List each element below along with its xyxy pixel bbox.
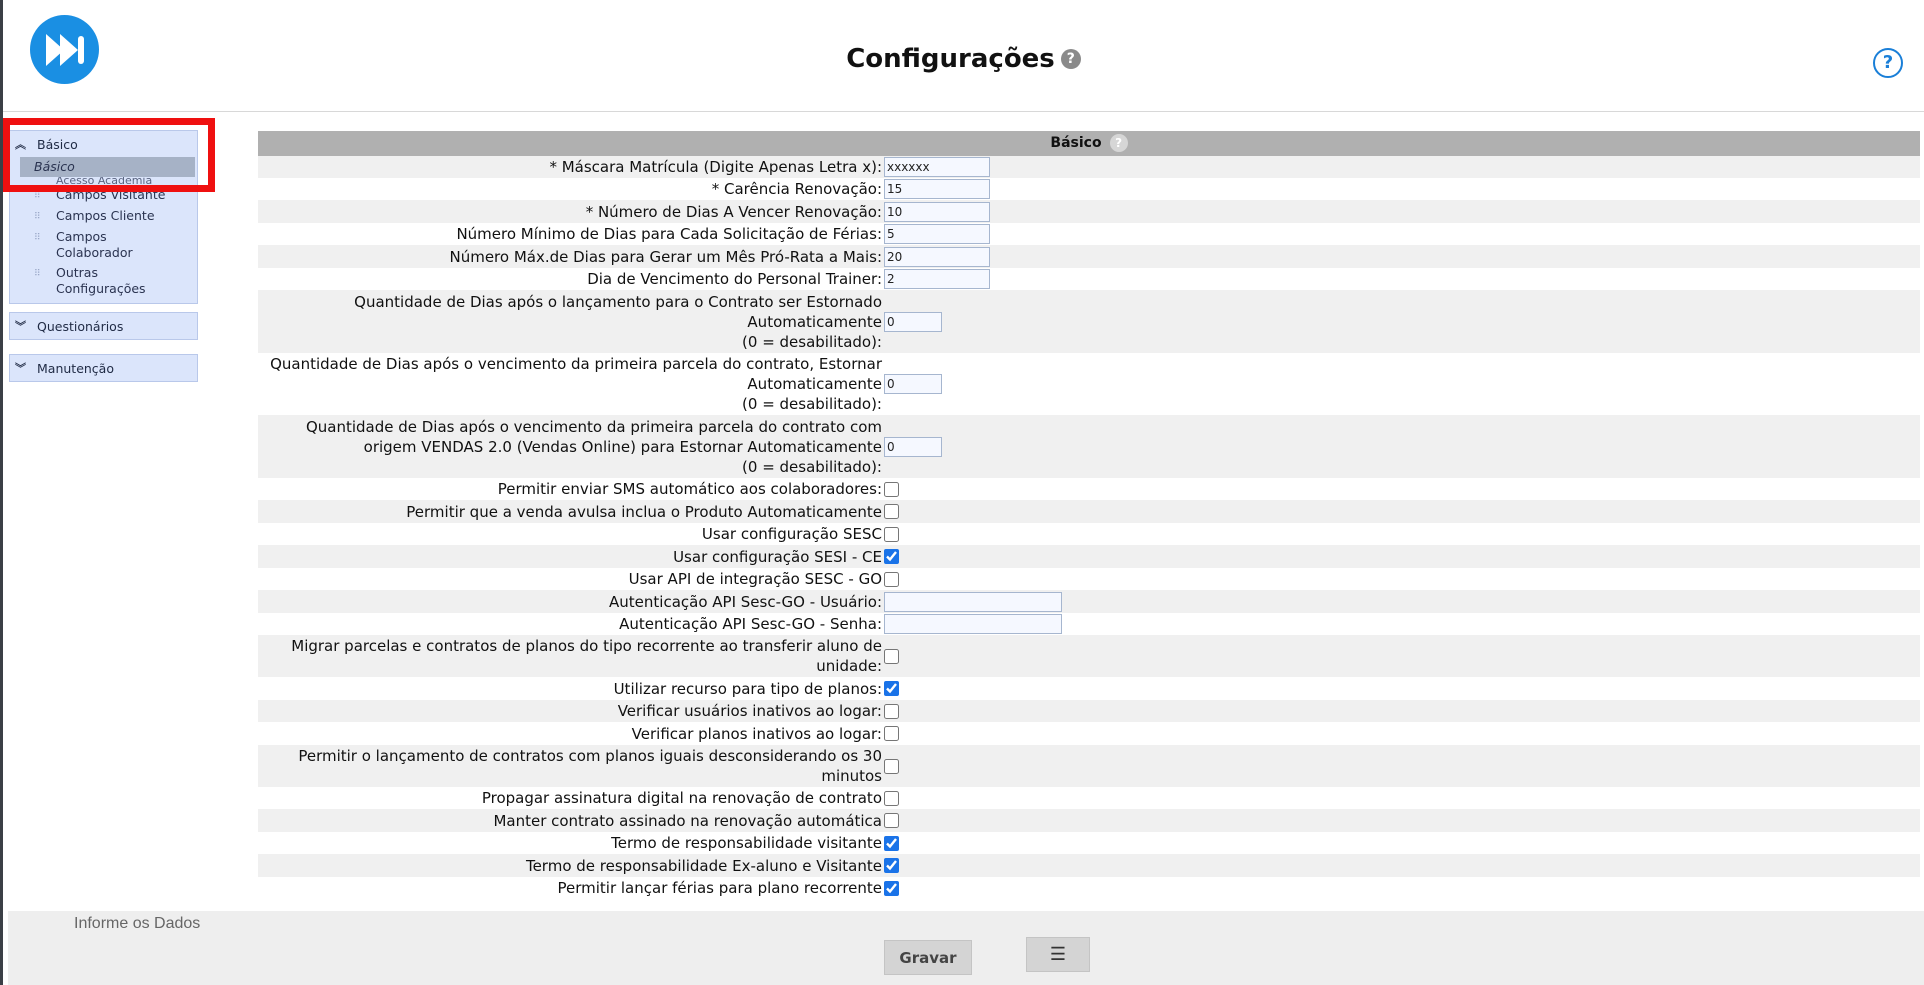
field-label	[258, 746, 882, 786]
sidebar-item-label: Outras Configurações	[56, 265, 146, 296]
field-label: * Carência Renovação:	[711, 180, 882, 198]
form-row-venc-personal	[258, 268, 1920, 290]
field-label: Permitir lançar férias para plano recorrente	[557, 879, 882, 897]
field-label: Autenticação API Sesc-GO - Senha:	[619, 615, 882, 633]
settings-form	[258, 131, 1920, 899]
field-label: Usar API de integração SESC - GO	[628, 570, 882, 588]
label-line: Automaticamente	[747, 312, 882, 331]
field-label: Número Mínimo de Dias para Cada Solicitação de Férias:	[456, 225, 882, 243]
label-line: (0 = desabilitado):	[742, 457, 882, 476]
field-label	[258, 354, 882, 414]
bullet-icon: ⠿	[34, 212, 41, 222]
label-line: Automaticamente	[747, 375, 882, 393]
label-line: Quantidade de Dias após o vencimento da primeira parcela do contrato com	[305, 417, 882, 436]
contrato-assinado-checkbox[interactable]	[884, 813, 899, 828]
label-line: (0 = desabilitado):	[742, 395, 882, 413]
auth-senha-input[interactable]	[884, 614, 1062, 634]
form-row-mascara	[258, 156, 1920, 178]
list-icon: ☰	[1049, 944, 1067, 964]
sidebar-group-label: Manutenção	[37, 360, 114, 376]
form-row-max-prorata	[258, 245, 1920, 268]
sidebar-group-header-questionarios[interactable]	[10, 313, 197, 339]
label-line: origem VENDAS 2.0 (Vendas Online) para Estornar Automaticamente	[363, 437, 882, 456]
chevron-double-down-icon: ︾	[15, 320, 26, 333]
sidebar-item-label: Campos Cliente	[56, 208, 155, 223]
bullet-icon: ⠿	[34, 269, 41, 279]
question-circle-icon[interactable]: ?	[1110, 134, 1128, 152]
field-label: * Máscara Matrícula (Digite Apenas Letra x):	[549, 158, 882, 176]
field-label	[258, 636, 882, 676]
sms-checkbox[interactable]	[884, 482, 899, 497]
page-title-container	[3, 44, 1924, 74]
form-footer	[8, 911, 1924, 985]
sidebar-item-label: Acesso Academia	[56, 177, 153, 185]
info-text: Informe os Dados	[74, 915, 201, 932]
field-label: Verificar planos inativos ao logar:	[631, 724, 882, 743]
form-row-sesi-ce	[258, 545, 1920, 568]
form-row-auth-senha	[258, 613, 1920, 635]
label-line: minutos	[821, 767, 882, 785]
field-label: Número Máx.de Dias para Gerar um Mês Pró-Rata a Mais:	[449, 247, 882, 266]
bullet-icon: ⠿	[34, 191, 41, 201]
assinatura-digital-checkbox[interactable]	[884, 791, 899, 806]
label-line: Permitir o lançamento de contratos com planos iguais desconsiderando os 30	[298, 747, 882, 765]
form-row-planos-iguais	[258, 745, 1920, 787]
form-row-min-ferias	[258, 223, 1920, 245]
form-row-usuarios-inativos	[258, 700, 1920, 722]
field-label: Manter contrato assinado na renovação automática	[493, 811, 882, 830]
sidebar-item-outras-configuracoes[interactable]	[10, 263, 197, 299]
chevron-double-up-icon: ︽	[15, 138, 26, 151]
form-row-planos-inativos	[258, 722, 1920, 745]
sidebar-group-label: Básico	[37, 136, 78, 152]
termo-visitante-checkbox[interactable]	[884, 836, 899, 851]
auth-usuario-input[interactable]	[884, 592, 1062, 612]
estorno-lancamento-input[interactable]	[884, 312, 942, 332]
field-label: Termo de responsabilidade visitante	[611, 834, 882, 852]
form-row-auth-usuario	[258, 590, 1920, 613]
field-label: * Número de Dias A Vencer Renovação:	[585, 202, 882, 221]
planos-iguais-checkbox[interactable]	[884, 759, 899, 774]
sesi-ce-checkbox[interactable]	[884, 549, 899, 564]
label-line: Migrar parcelas e contratos de planos do tipo recorrente ao transferir aluno de	[291, 637, 882, 655]
list-button[interactable]	[1026, 937, 1090, 972]
form-row-venda-avulsa	[258, 500, 1920, 523]
form-row-api-sesc-go	[258, 568, 1920, 590]
sidebar-item-label: Campos Colaborador	[56, 229, 133, 260]
label-line: (0 = desabilitado):	[742, 332, 882, 351]
page-header	[3, 0, 1924, 112]
form-row-assinatura-digital	[258, 787, 1920, 809]
form-row-ferias-recorrente	[258, 877, 1920, 899]
sidebar-item-campos-cliente[interactable]	[10, 206, 197, 227]
sidebar-group-manutencao	[9, 354, 198, 382]
form-row-estorno-lancamento	[258, 290, 1920, 353]
form-row-termo-exaluno	[258, 854, 1920, 877]
bullet-icon: ⠿	[34, 233, 41, 243]
form-row-estorno-vendas	[258, 415, 1920, 478]
label-line: Quantidade de Dias após o vencimento da primeira parcela do contrato, Estornar	[270, 355, 882, 373]
form-row-carencia	[258, 178, 1920, 200]
venc-personal-input[interactable]	[884, 269, 990, 289]
form-row-sms	[258, 478, 1920, 500]
migrar-parcelas-checkbox[interactable]	[884, 649, 899, 664]
recurso-planos-checkbox[interactable]	[884, 681, 899, 696]
field-label: Permitir enviar SMS automático aos colaboradores:	[497, 480, 882, 498]
label-line: unidade:	[816, 657, 882, 675]
form-row-estorno-vencimento	[258, 353, 1920, 415]
label-line: Quantidade de Dias após o lançamento para o Contrato ser Estornado	[354, 292, 882, 311]
api-sesc-go-checkbox[interactable]	[884, 572, 899, 587]
sidebar-item-label: Básico	[34, 159, 75, 174]
sidebar-item-campos-colaborador[interactable]	[10, 227, 197, 263]
min-ferias-input[interactable]	[884, 224, 990, 244]
form-row-migrar-parcelas	[258, 635, 1920, 677]
field-label: Verificar usuários inativos ao logar:	[617, 702, 882, 720]
section-title: Básico	[1050, 135, 1102, 151]
sidebar-item-label: Campos Visitante	[56, 187, 166, 202]
question-circle-icon[interactable]: ?	[1061, 49, 1081, 69]
field-label	[258, 292, 882, 352]
field-label: Permitir que a venda avulsa inclua o Produto Automaticamente	[406, 502, 882, 521]
field-label: Propagar assinatura digital na renovação de contrato	[481, 789, 882, 807]
estorno-vencimento-input[interactable]	[884, 374, 942, 394]
form-row-contrato-assinado	[258, 809, 1920, 832]
save-button[interactable]: Gravar	[884, 940, 972, 975]
form-row-dias-vencer	[258, 200, 1920, 223]
field-label	[258, 417, 882, 477]
chevron-double-down-icon: ︾	[15, 362, 26, 375]
red-highlight-annotation	[3, 118, 215, 192]
termo-exaluno-checkbox[interactable]	[884, 858, 899, 873]
form-row-recurso-planos	[258, 677, 1920, 700]
sidebar-group-label: Questionários	[37, 318, 124, 334]
field-label: Termo de responsabilidade Ex-aluno e Visitante	[525, 856, 882, 875]
field-label: Usar configuração SESC	[701, 525, 882, 543]
usuarios-inativos-checkbox[interactable]	[884, 704, 899, 719]
field-label: Usar configuração SESI - CE	[673, 547, 882, 566]
question-circle-outline-icon[interactable]: ?	[1873, 48, 1903, 78]
section-header	[258, 131, 1920, 156]
field-label: Dia de Vencimento do Personal Trainer:	[587, 270, 882, 288]
dias-vencer-input[interactable]	[884, 202, 990, 222]
max-prorata-input[interactable]	[884, 247, 990, 267]
form-row-sesc	[258, 523, 1920, 545]
form-row-termo-visitante	[258, 832, 1920, 854]
planos-inativos-checkbox[interactable]	[884, 726, 899, 741]
sidebar-group-questionarios	[9, 312, 198, 340]
sidebar-group-header-manutencao[interactable]	[10, 355, 197, 381]
venda-avulsa-checkbox[interactable]	[884, 504, 899, 519]
ferias-recorrente-checkbox[interactable]	[884, 881, 899, 896]
field-label: Utilizar recurso para tipo de planos:	[613, 679, 882, 698]
mascara-input[interactable]	[884, 157, 990, 177]
field-label: Autenticação API Sesc-GO - Usuário:	[609, 592, 882, 611]
estorno-vendas-input[interactable]	[884, 437, 942, 457]
carencia-input[interactable]	[884, 179, 990, 199]
sesc-checkbox[interactable]	[884, 527, 899, 542]
page-title: Configurações	[846, 44, 1055, 74]
